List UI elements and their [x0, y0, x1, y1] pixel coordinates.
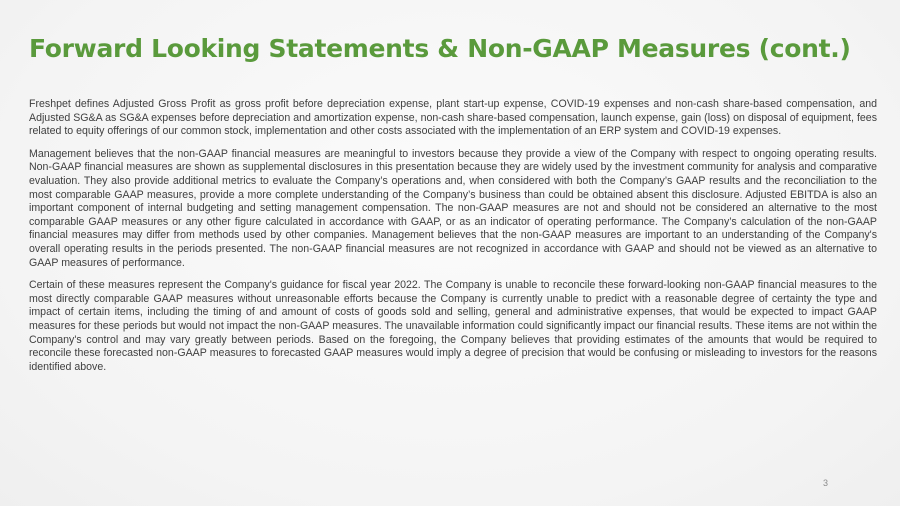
paragraph-management-rationale: Management believes that the non-GAAP financial measures are meaningful to investors because they provide a view of the Company with respect to ongoing operating results. Non-GAAP financial measures are shown as supplemental disclosures in this presentation because they are widely used by the investment community for analysis and comparative evaluation. They also provide additional metrics to evaluate the Company’s operations and, when considered with both the Company’s GAAP results and the reconciliation to the most comparable GAAP measures, provide a more complete understanding of the Company’s business than could be obtained absent this disclosure. Adjusted EBITDA is also an important component of internal budgeting and setting management compensation. The non-GAAP measures are not and should not be considered an alternative to the most comparable GAAP measures or any other figure calculated in accordance with GAAP, or as an indicator of operating performance. The Company’s calculation of the non-GAAP financial measures may differ from methods used by other companies. Management believes that the non-GAAP measures are important to an understanding of the Company's overall operating results in the periods presented. The non-GAAP financial measures are not recognized in accordance with GAAP and should not be viewed as an alternative to GAAP measures of performance.	[29, 147, 877, 269]
page-number: 3	[823, 478, 829, 488]
slide-body	[29, 98, 877, 383]
paragraph-guidance-reconciliation: Certain of these measures represent the Company's guidance for fiscal year 2022. The Company is unable to reconcile these forward-looking non-GAAP financial measures to the most directly comparable GAAP measures without unreasonable efforts because the Company is currently unable to predict with a reasonable degree of certainty the type and impact of certain items, including the timing of and amount of costs of goods sold and selling, general and administrative expenses, that would be expected to impact GAAP measures for these periods but would not impact the non-GAAP measures. The unavailable information could significantly impact our financial results. These items are not within the Company's control and may vary greatly between periods. Based on the foregoing, the Company believes that providing estimates of the amounts that would be required to reconcile these forecasted non-GAAP measures to forecasted GAAP measures would imply a degree of precision that would be confusing or misleading to investors for the reasons identified above.	[29, 279, 877, 373]
slide-title: Forward Looking Statements & Non-GAAP Measures (cont.)	[29, 34, 851, 63]
paragraph-adjusted-definitions: Freshpet defines Adjusted Gross Profit as gross profit before depreciation expense, plant start-up expense, COVID-19 expenses and non-cash share-based compensation, and Adjusted SG&A as SG&A expenses before depreciation and amortization expense, non-cash share-based compensation, launch expense, gain (loss) on disposal of equipment, fees related to equity offerings of our common stock, implementation and other costs associated with the implementation of an ERP system and COVID-19 expenses.	[29, 98, 877, 138]
